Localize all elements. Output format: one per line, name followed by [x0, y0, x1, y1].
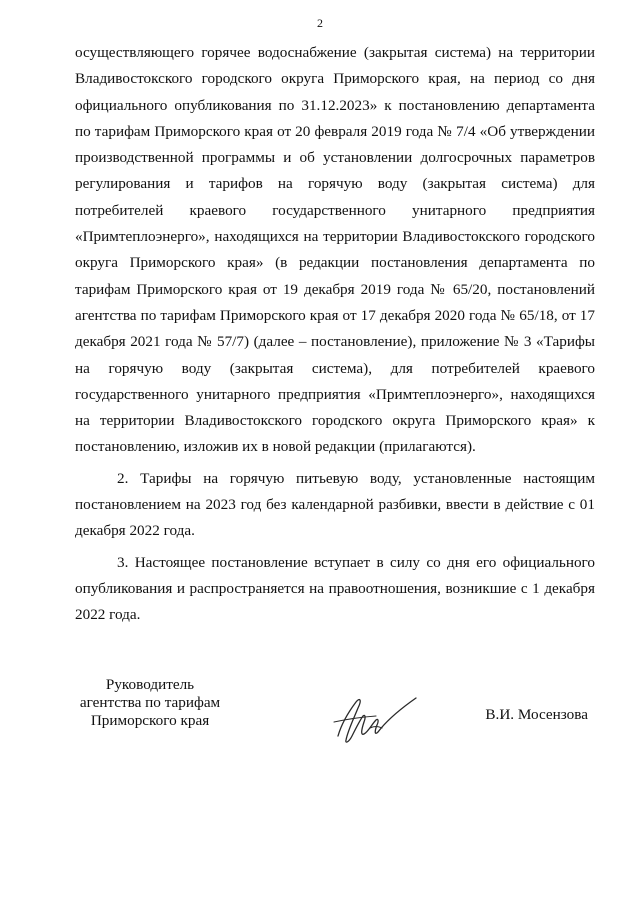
paragraph-item-3: 3. Настоящее постановление вступает в силу со дня его официального опубликования и распространяется на правоотношения, возникшие с 1 декабря 2022 года. — [75, 553, 595, 624]
signer-title-line-3: Приморского края — [90, 712, 210, 729]
signature-block — [0, 676, 640, 756]
document-body — [75, 40, 595, 629]
handwritten-signature — [330, 692, 420, 748]
signer-name: В.И. Мосензова — [485, 706, 588, 723]
paragraph-continuation: осуществляющего горячее водоснабжение (закрытая система) на территории Владивостокского городского округа Приморского края, на период со дня официального опубликования по 31.12.2023» к постановлению департамента по тарифам Приморского края от 20 февраля 2019 года № 7/4 «Об утверждении производственной программы и об установлении долгосрочных параметров регулирования и тарифов на горячую воду (закрытая система) для потребителей краевого государственного унитарного предприятия «Примтеплоэнерго», находящихся на территории Владивостокского городского округа Приморского края» (в редакции постановления департамента по тарифам Приморского края от 19 декабря 2019 года № 65/20, постановлений агентства по тарифам Приморского края от 17 декабря 2020 года № 65/18, от 17 декабря 2021 года № 57/7) (далее – постановление), приложение № 3 «Тарифы на горячую воду (закрытая система), для потребителей краевого государственного унитарного предприятия «Примтеплоэнерго», находящихся на территории Владивостокского городского округа Приморского края» к постановлению, изложив их в новой редакции (прилагаются). — [75, 44, 595, 456]
signer-title-line-1: Руководитель — [105, 676, 195, 693]
signer-title-line-2: агентства по тарифам — [79, 694, 221, 711]
page-number: 2 — [317, 16, 323, 30]
paragraph-item-2: 2. Тарифы на горячую питьевую воду, установленные настоящим постановлением на 2023 год без календарной разбивки, ввести в действие с 01 декабря 2022 года. — [75, 469, 595, 540]
signer-title — [75, 676, 225, 730]
